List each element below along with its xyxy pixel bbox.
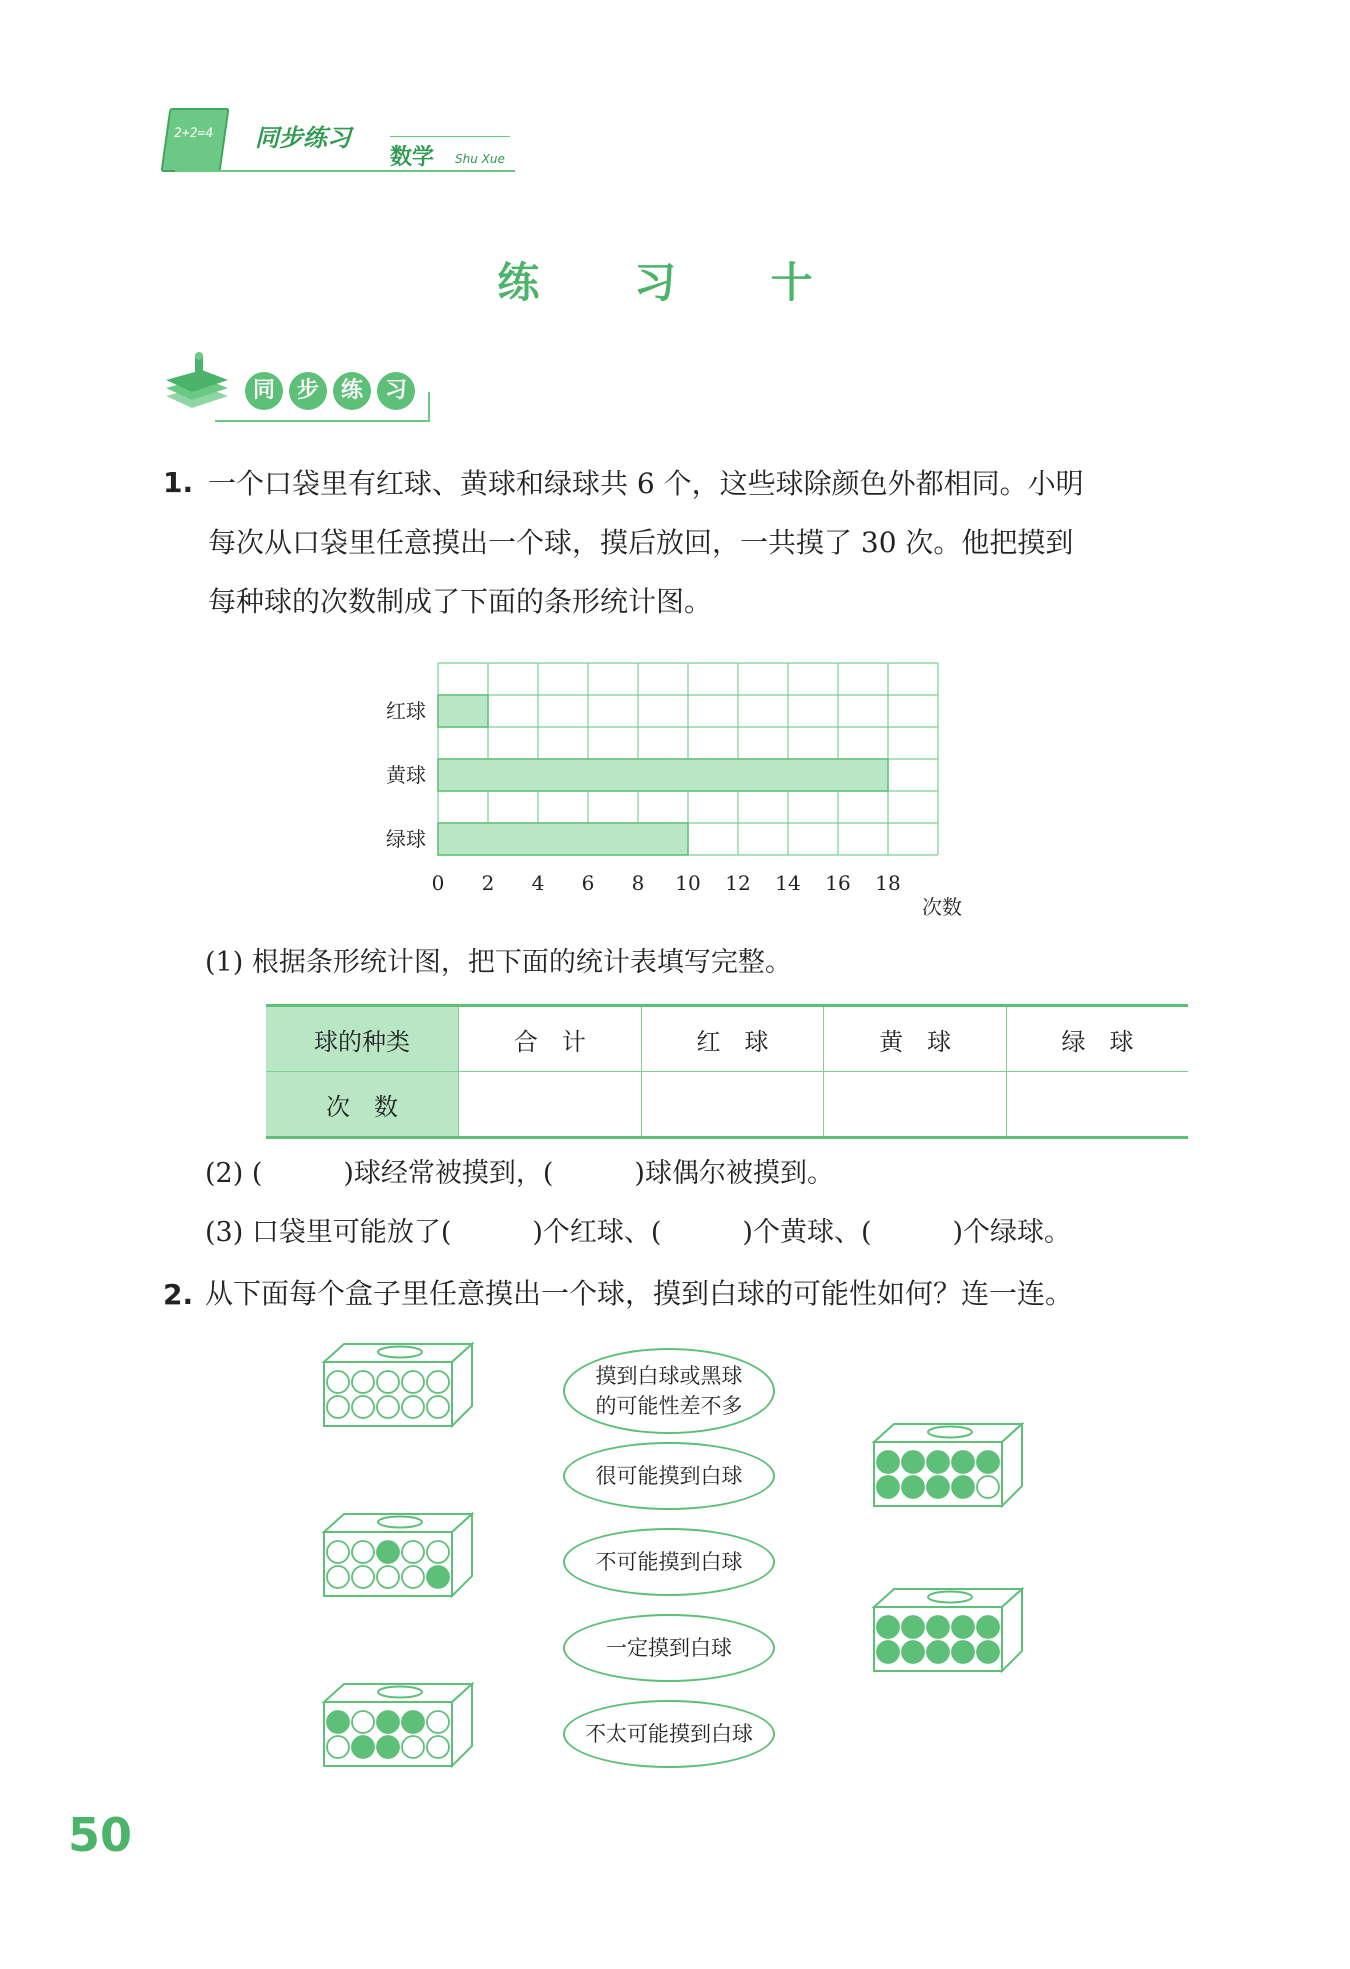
ball-black bbox=[877, 1616, 899, 1638]
ball-black bbox=[902, 1476, 924, 1498]
ball-black bbox=[927, 1476, 949, 1498]
chart-tick-labels bbox=[432, 871, 901, 895]
tick-label-10: 10 bbox=[675, 871, 701, 895]
ball-white bbox=[402, 1541, 424, 1563]
ball-white bbox=[352, 1371, 374, 1393]
ball-box-right-2[interactable] bbox=[870, 1585, 1030, 1675]
header-subject: 数学 bbox=[390, 145, 435, 170]
bar-0 bbox=[438, 695, 488, 727]
ball-white bbox=[377, 1566, 399, 1588]
ball-box-left-3[interactable] bbox=[320, 1680, 480, 1770]
chart-category-labels bbox=[386, 699, 426, 851]
ball-white bbox=[327, 1566, 349, 1588]
ball-black bbox=[927, 1641, 949, 1663]
tick-label-16: 16 bbox=[825, 871, 851, 895]
option-certain[interactable] bbox=[563, 1614, 775, 1682]
table-row bbox=[266, 1072, 1188, 1138]
section-underline-end bbox=[428, 392, 430, 420]
ball-white bbox=[327, 1736, 349, 1758]
ball-black bbox=[952, 1451, 974, 1473]
ball-box-left-1[interactable] bbox=[320, 1340, 480, 1430]
header-divider bbox=[175, 170, 515, 172]
option-unlikely-label: 不太可能摸到白球 bbox=[585, 1722, 753, 1746]
ball-white bbox=[977, 1476, 999, 1498]
table-cell-green[interactable] bbox=[1007, 1072, 1188, 1138]
ball-white bbox=[427, 1711, 449, 1733]
ball-black bbox=[352, 1736, 374, 1758]
question-1-line-3: 每种球的次数制成了下面的条形统计图。 bbox=[208, 585, 713, 618]
option-equal-chance-line-1: 摸到白球或黑球 bbox=[595, 1364, 743, 1388]
ball-white bbox=[327, 1371, 349, 1393]
question-1-part-1: (1) 根据条形统计图，把下面的统计表填写完整。 bbox=[205, 947, 792, 978]
ball-black bbox=[877, 1451, 899, 1473]
table-cell-red[interactable] bbox=[641, 1072, 824, 1138]
question-1-number: 1. bbox=[163, 466, 194, 499]
header-pinyin: Shu Xue bbox=[455, 152, 505, 166]
tick-label-14: 14 bbox=[775, 871, 801, 895]
ball-white bbox=[352, 1711, 374, 1733]
section-char-2: 步 bbox=[289, 372, 327, 410]
table-header-red: 红 球 bbox=[641, 1006, 824, 1072]
ball-box-left-2[interactable] bbox=[320, 1510, 480, 1600]
table-header-type: 球的种类 bbox=[266, 1006, 459, 1072]
ball-black bbox=[377, 1541, 399, 1563]
ball-white bbox=[377, 1371, 399, 1393]
header-divider-top bbox=[390, 136, 510, 137]
statistics-table bbox=[266, 1004, 1188, 1139]
table-header-yellow: 黄 球 bbox=[824, 1006, 1007, 1072]
ball-white bbox=[427, 1396, 449, 1418]
ball-white bbox=[377, 1396, 399, 1418]
ball-white bbox=[427, 1736, 449, 1758]
ball-black bbox=[977, 1616, 999, 1638]
option-very-likely[interactable] bbox=[563, 1442, 775, 1510]
question-1-line-2: 每次从口袋里任意摸出一个球，摸后放回，一共摸了 30 次。他把摸到 bbox=[208, 526, 1074, 559]
ball-white bbox=[402, 1736, 424, 1758]
ball-white bbox=[402, 1371, 424, 1393]
ball-black bbox=[952, 1476, 974, 1498]
ball-black bbox=[902, 1616, 924, 1638]
category-label-1: 黄球 bbox=[386, 763, 426, 787]
tick-label-8: 8 bbox=[631, 871, 645, 895]
section-char-1: 同 bbox=[245, 372, 283, 410]
chart-x-axis-label: 次数 bbox=[922, 895, 962, 919]
ball-black bbox=[902, 1451, 924, 1473]
ball-white bbox=[427, 1541, 449, 1563]
tick-label-2: 2 bbox=[481, 871, 495, 895]
ball-white bbox=[327, 1396, 349, 1418]
ball-white bbox=[352, 1566, 374, 1588]
ball-black bbox=[877, 1641, 899, 1663]
page-title: 练 习 十 bbox=[497, 258, 853, 307]
tick-label-18: 18 bbox=[875, 871, 901, 895]
table-row bbox=[266, 1006, 1188, 1072]
bar-2 bbox=[438, 823, 688, 855]
table-label-count: 次 数 bbox=[266, 1072, 459, 1138]
question-2-number: 2. bbox=[163, 1278, 194, 1311]
section-char-3: 练 bbox=[333, 372, 371, 410]
books-stack-icon bbox=[162, 352, 232, 418]
ball-black bbox=[927, 1451, 949, 1473]
ball-black bbox=[952, 1641, 974, 1663]
ball-black bbox=[877, 1476, 899, 1498]
section-char-4: 习 bbox=[377, 372, 415, 410]
tick-label-0: 0 bbox=[431, 871, 445, 895]
ball-black bbox=[427, 1566, 449, 1588]
ball-white bbox=[402, 1396, 424, 1418]
page-number: 50 bbox=[68, 1808, 133, 1862]
question-1-part-2: (2) ( )球经常被摸到，( )球偶尔被摸到。 bbox=[205, 1158, 834, 1189]
category-label-2: 绿球 bbox=[386, 827, 426, 851]
question-1-part-3: (3) 口袋里可能放了( )个红球、( )个黄球、( )个绿球。 bbox=[205, 1217, 1072, 1248]
ball-black bbox=[902, 1641, 924, 1663]
option-very-likely-label: 很可能摸到白球 bbox=[595, 1464, 743, 1488]
tick-label-12: 12 bbox=[725, 871, 751, 895]
ball-black bbox=[977, 1641, 999, 1663]
header-logo bbox=[161, 108, 230, 172]
tick-label-4: 4 bbox=[531, 871, 545, 895]
ball-black bbox=[402, 1711, 424, 1733]
table-header-total: 合 计 bbox=[459, 1006, 642, 1072]
section-underline bbox=[215, 420, 430, 422]
ball-black bbox=[952, 1616, 974, 1638]
option-impossible-label: 不可能摸到白球 bbox=[595, 1550, 743, 1574]
option-equal-chance[interactable] bbox=[563, 1348, 775, 1434]
table-cell-total[interactable] bbox=[459, 1072, 642, 1138]
tick-label-6: 6 bbox=[581, 871, 595, 895]
option-certain-label: 一定摸到白球 bbox=[606, 1636, 732, 1660]
ball-black bbox=[927, 1616, 949, 1638]
bar-1 bbox=[438, 759, 888, 791]
ball-white bbox=[427, 1371, 449, 1393]
header-series-title: 同步练习 bbox=[255, 124, 351, 152]
header-badge-text: 2+2=4 bbox=[172, 126, 215, 141]
ball-white bbox=[352, 1396, 374, 1418]
question-1-line-1: 一个口袋里有红球、黄球和绿球共 6 个，这些球除颜色外都相同。小明 bbox=[208, 467, 1084, 500]
ball-black bbox=[327, 1711, 349, 1733]
ball-black bbox=[377, 1736, 399, 1758]
ball-black bbox=[977, 1451, 999, 1473]
question-2-text: 从下面每个盒子里任意摸出一个球，摸到白球的可能性如何？连一连。 bbox=[205, 1277, 1074, 1310]
ball-white bbox=[327, 1541, 349, 1563]
bar-chart bbox=[370, 655, 990, 930]
option-equal-chance-line-2: 的可能性差不多 bbox=[595, 1394, 743, 1418]
option-impossible[interactable] bbox=[563, 1528, 775, 1596]
ball-black bbox=[377, 1711, 399, 1733]
ball-white bbox=[402, 1566, 424, 1588]
chart-bars bbox=[438, 695, 888, 855]
table-header-green: 绿 球 bbox=[1007, 1006, 1188, 1072]
option-unlikely[interactable] bbox=[563, 1700, 775, 1768]
ball-box-right-1[interactable] bbox=[870, 1420, 1030, 1510]
table-cell-yellow[interactable] bbox=[824, 1072, 1007, 1138]
ball-white bbox=[352, 1541, 374, 1563]
category-label-0: 红球 bbox=[386, 699, 426, 723]
